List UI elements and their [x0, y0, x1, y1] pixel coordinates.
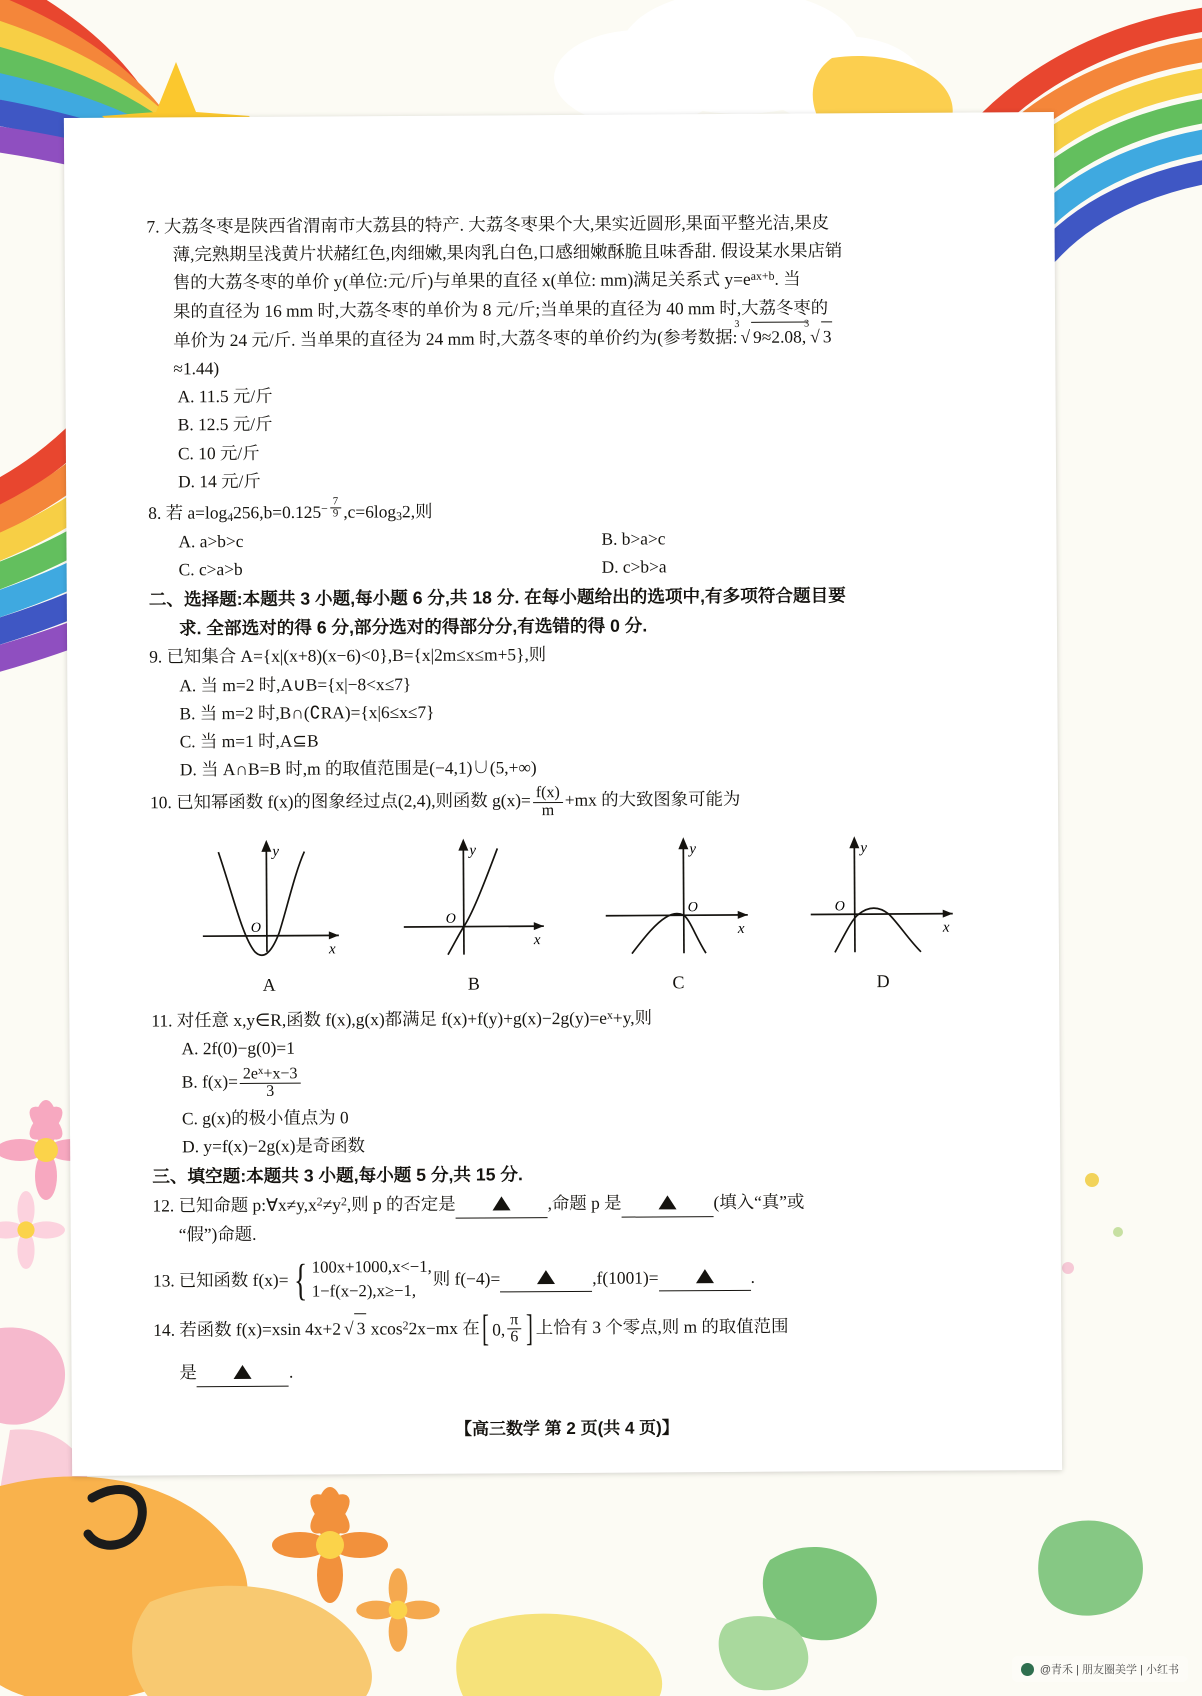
section-2-header — [149, 581, 995, 643]
question-8-stem-tail: 2,则 — [401, 501, 433, 522]
question-13-blank-2[interactable] — [658, 1262, 750, 1292]
question-7-option-b[interactable]: B. 12.5 元/斤 — [177, 414, 273, 435]
question-8-option-b[interactable]: B. b>a>c — [601, 528, 666, 549]
cube-root-9-icon: 3 √ 9≈2.08, — [737, 321, 807, 351]
graph-a-label: A — [262, 974, 276, 995]
question-13-tail: . — [750, 1266, 755, 1287]
question-9-stem: 已知集合 A={x|(x+8)(x−6)<0},B={x|2m≤x≤m+5},则 — [166, 644, 547, 667]
question-13-piecewise: { 100x+1000,x<−1, 1−f(x−2),x≥−1, — [293, 1254, 432, 1305]
question-12-blank-1[interactable] — [456, 1189, 548, 1219]
exam-paper-sheet — [64, 112, 1062, 1476]
triangle-placeholder-icon — [696, 1269, 714, 1283]
question-14-interval: [ 0, $\frac{\pi}{6}$ ] — [482, 1308, 534, 1350]
question-7: 7. 大荔冬枣是陕西省渭南市大荔县的特产. 大荔冬枣果个大,果实近圆形,果面平整光洁,果皮 薄,完熟期呈浅黄片状赭红色,肉细嫩,果肉乳白色,口感细嫩酥脆且味香甜. 假设某水果店销 售的大荔冬枣的单价 y(单位:元/斤)与单果的直径 x(单位: mm)满足关系式 $y=e^{ax+b}$. 当 果的直径为 16 mm 时,大荔冬枣的单价为 8 元/斤;当单果的直径为 40 mm 时,大荔冬枣的 单价为 24 元/斤. 当单果的直径为 24 mm 时,大荔冬枣的单价约为(参考数据: 3 √ 9≈2.08, 3 √ 3 ≈1.44) A. 11.5 元/斤 B. 12.5 元/斤 C. 10 元/斤 D. 14 元/斤 — [146, 207, 994, 495]
question-14-post: 上恰有 3 个零点,则 m 的取值范围 — [535, 1315, 789, 1337]
question-12-blank-2[interactable] — [621, 1188, 713, 1218]
graph-d-x-label: x — [942, 919, 950, 936]
question-14-number: 14. — [153, 1319, 176, 1340]
question-8-stem-pre: 若 a=log — [165, 502, 228, 523]
graph-b-x-label: x — [533, 932, 541, 949]
graph-c-label: C — [672, 972, 685, 993]
question-12-part-5: (填入“真”或 — [713, 1191, 805, 1212]
question-8-stem-mid: 256,b=0.125 — [233, 501, 322, 523]
graph-d-label: D — [876, 971, 890, 992]
question-10-number: 10. — [149, 792, 172, 813]
question-10 — [150, 783, 997, 1001]
question-7-line-5: 单价为 24 元/斤. 当单果的直径为 24 mm 时,大荔冬枣的单价约为(参考数据: — [173, 326, 738, 351]
graph-c-x-label: x — [738, 920, 745, 937]
question-11-option-a[interactable]: A. 2f(0)−g(0)=1 — [181, 1038, 295, 1059]
question-14 — [153, 1309, 999, 1388]
question-14-line-2-pre: 是 — [179, 1362, 197, 1383]
graph-d-origin-label: O — [834, 899, 845, 915]
question-11-option-d[interactable]: D. y=f(x)−2g(x)是奇函数 — [182, 1135, 366, 1157]
section-3-header: 三、填空题:本题共 3 小题,每小题 5 分,共 15 分. — [152, 1164, 523, 1187]
question-8-exponent: − 7 9 — [321, 502, 343, 516]
question-8-log-base2: 3 — [396, 508, 403, 523]
graph-a-origin-label: O — [250, 920, 261, 936]
question-10-stem-post: +mx 的大致图象可能为 — [564, 788, 741, 811]
section-2-line-1: 二、选择题:本题共 3 小题,每小题 6 分,共 18 分. 在每小题给出的选项中,有多项符合题目要 — [148, 585, 846, 610]
watermark-avatar-icon — [1021, 1663, 1034, 1676]
graph-d-y-label: y — [860, 840, 868, 857]
question-12-part-4: ,命题 p 是 — [547, 1192, 622, 1213]
question-11 — [151, 1002, 998, 1161]
question-13-number: 13. — [152, 1270, 175, 1291]
question-12-part-1: 已知命题 p:∀x≠y,x — [178, 1194, 317, 1216]
graph-b-label: B — [467, 973, 480, 994]
question-14-blank[interactable] — [197, 1358, 289, 1388]
triangle-placeholder-icon — [537, 1270, 555, 1284]
question-7-line-1: 大荔冬枣是陕西省渭南市大荔县的特产. 大荔冬枣果个大,果实近圆形,果面平整光洁,果皮 — [163, 212, 830, 237]
question-10-graph-options — [150, 817, 997, 1001]
graph-option-c[interactable] — [598, 827, 759, 998]
graph-option-d[interactable] — [802, 825, 963, 996]
question-10-stem-pre: 已知幂函数 f(x)的图象经过点(2,4),则函数 g(x)= — [176, 790, 531, 813]
question-12-number: 12. — [152, 1195, 175, 1216]
question-7-option-d[interactable]: D. 14 元/斤 — [178, 470, 261, 492]
graph-c-origin-label: O — [687, 900, 699, 916]
question-8-stem-mid2: ,c=6log — [343, 501, 397, 522]
question-9 — [149, 638, 996, 784]
question-7-line-4: 果的直径为 16 mm 时,大荔冬枣的单价为 8 元/斤;当单果的直径为 40 mm 时,大荔冬枣的 — [172, 296, 829, 321]
question-11-stem-tail: +y,则 — [612, 1007, 653, 1028]
question-7-option-a[interactable]: A. 11.5 元/斤 — [177, 385, 273, 407]
question-9-option-d[interactable]: D. 当 A∩B=B 时,m 的取值范围是(−4,1)∪(5,+∞) — [179, 757, 537, 780]
graph-option-b[interactable] — [393, 828, 554, 999]
question-7-option-c[interactable]: C. 10 元/斤 — [177, 442, 260, 463]
question-9-option-b[interactable]: B. 当 m=2 时,B∩(∁RA)={x|6≤x≤7} — [179, 701, 435, 724]
question-11-option-b-pre: B. f(x)= — [181, 1070, 238, 1092]
graph-option-a[interactable] — [188, 829, 349, 1000]
question-8-option-d[interactable]: D. c>b>a — [601, 556, 667, 577]
graph-b-origin-label: O — [445, 911, 456, 927]
question-14-line-2-tail: . — [288, 1361, 294, 1382]
question-12-sup-1: 2 — [316, 1194, 323, 1209]
question-13-case-2: 1−f(x−2),x≥−1, — [311, 1280, 417, 1301]
question-14-interval-left: 0, — [492, 1319, 506, 1340]
cube-root-3-icon: 3 √ 3 — [807, 321, 833, 350]
question-11-option-c[interactable]: C. g(x)的极小值点为 0 — [181, 1107, 349, 1129]
graph-a-y-label: y — [272, 843, 280, 860]
question-12-sup-2: 2 — [340, 1194, 347, 1209]
question-9-option-a[interactable]: A. 当 m=2 时,A∪B={x|−8<x≤7} — [179, 673, 412, 695]
question-13-blank-1[interactable] — [500, 1263, 592, 1293]
question-11-option-b[interactable] — [152, 1061, 998, 1101]
question-12-part-3: ,则 p 的否定是 — [346, 1193, 456, 1215]
question-8-log-base: 4 — [227, 509, 234, 524]
watermark — [1012, 1656, 1188, 1682]
question-11-number: 11. — [151, 1010, 173, 1031]
question-12-line-2: “假”)命题. — [178, 1223, 257, 1245]
question-13 — [153, 1251, 999, 1304]
page-footer: 【高三数学 第 2 页(共 4 页)】 — [454, 1418, 679, 1439]
question-7-ref-tail: ≈1.44) — [173, 358, 220, 379]
question-13-mid: 则 f(−4)= — [432, 1268, 501, 1289]
question-7-line-3: 售的大荔冬枣的单价 y(单位:元/斤)与单果的直径 x(单位: mm)满足关系式 y=e — [172, 269, 751, 293]
question-13-pre: 已知函数 f(x)= — [178, 1269, 289, 1291]
triangle-placeholder-icon — [658, 1195, 676, 1209]
graph-a-x-label: x — [328, 941, 336, 958]
question-8-number: 8. — [148, 502, 162, 523]
fraction-f-over-m: $\frac{f(x)}{m}$ — [533, 785, 563, 820]
question-8 — [148, 492, 995, 584]
question-13-case-1: 100x+1000,x<−1, — [311, 1256, 432, 1277]
sqrt-3-icon: √ 3 — [341, 1313, 367, 1342]
graph-c-y-label: y — [689, 841, 697, 858]
question-11-stem: 对任意 x,y∈R,函数 f(x),g(x)都满足 f(x)+f(y)+g(x)−2g(y)=e — [176, 1008, 608, 1031]
question-14-mid2: 2x−mx 在 — [408, 1317, 480, 1338]
question-14-pre: 若函数 f(x)=xsin 4x+2 — [179, 1318, 342, 1340]
question-13-mid2: ,f(1001)= — [592, 1267, 659, 1288]
question-12-part-2: ≠y — [322, 1194, 342, 1215]
triangle-placeholder-icon — [493, 1196, 511, 1210]
triangle-placeholder-icon — [234, 1365, 252, 1379]
graph-b-y-label: y — [468, 842, 476, 859]
question-9-number: 9. — [149, 646, 163, 667]
question-8-option-a[interactable]: A. a>b>c — [178, 530, 244, 552]
question-9-option-c[interactable]: C. 当 m=1 时,A⊆B — [179, 730, 319, 752]
question-11-stem-sup: x — [606, 1008, 613, 1023]
section-2-line-2: 求. 全部选对的得 6 分,部分选对的得部分分,有选错的得 0 分. — [178, 615, 648, 639]
question-7-line-2: 薄,完熟期呈浅黄片状赭红色,肉细嫩,果肉乳白色,口感细嫩酥脆且味香甜. 假设某水果店销 — [172, 240, 843, 265]
question-12 — [152, 1186, 998, 1249]
question-11-option-b-fraction: $\frac{2e^x+x-3}{3}$ — [240, 1065, 301, 1101]
question-8-option-c[interactable]: C. c>a>b — [178, 559, 243, 580]
watermark-text: @青禾 | 朋友圈美学 | 小红书 — [1039, 1664, 1179, 1676]
question-7-exponent: ax+b — [750, 269, 775, 284]
question-7-number: 7. — [146, 216, 160, 237]
question-14-sup: 2 — [402, 1317, 409, 1332]
question-14-mid: xcos — [366, 1317, 403, 1339]
